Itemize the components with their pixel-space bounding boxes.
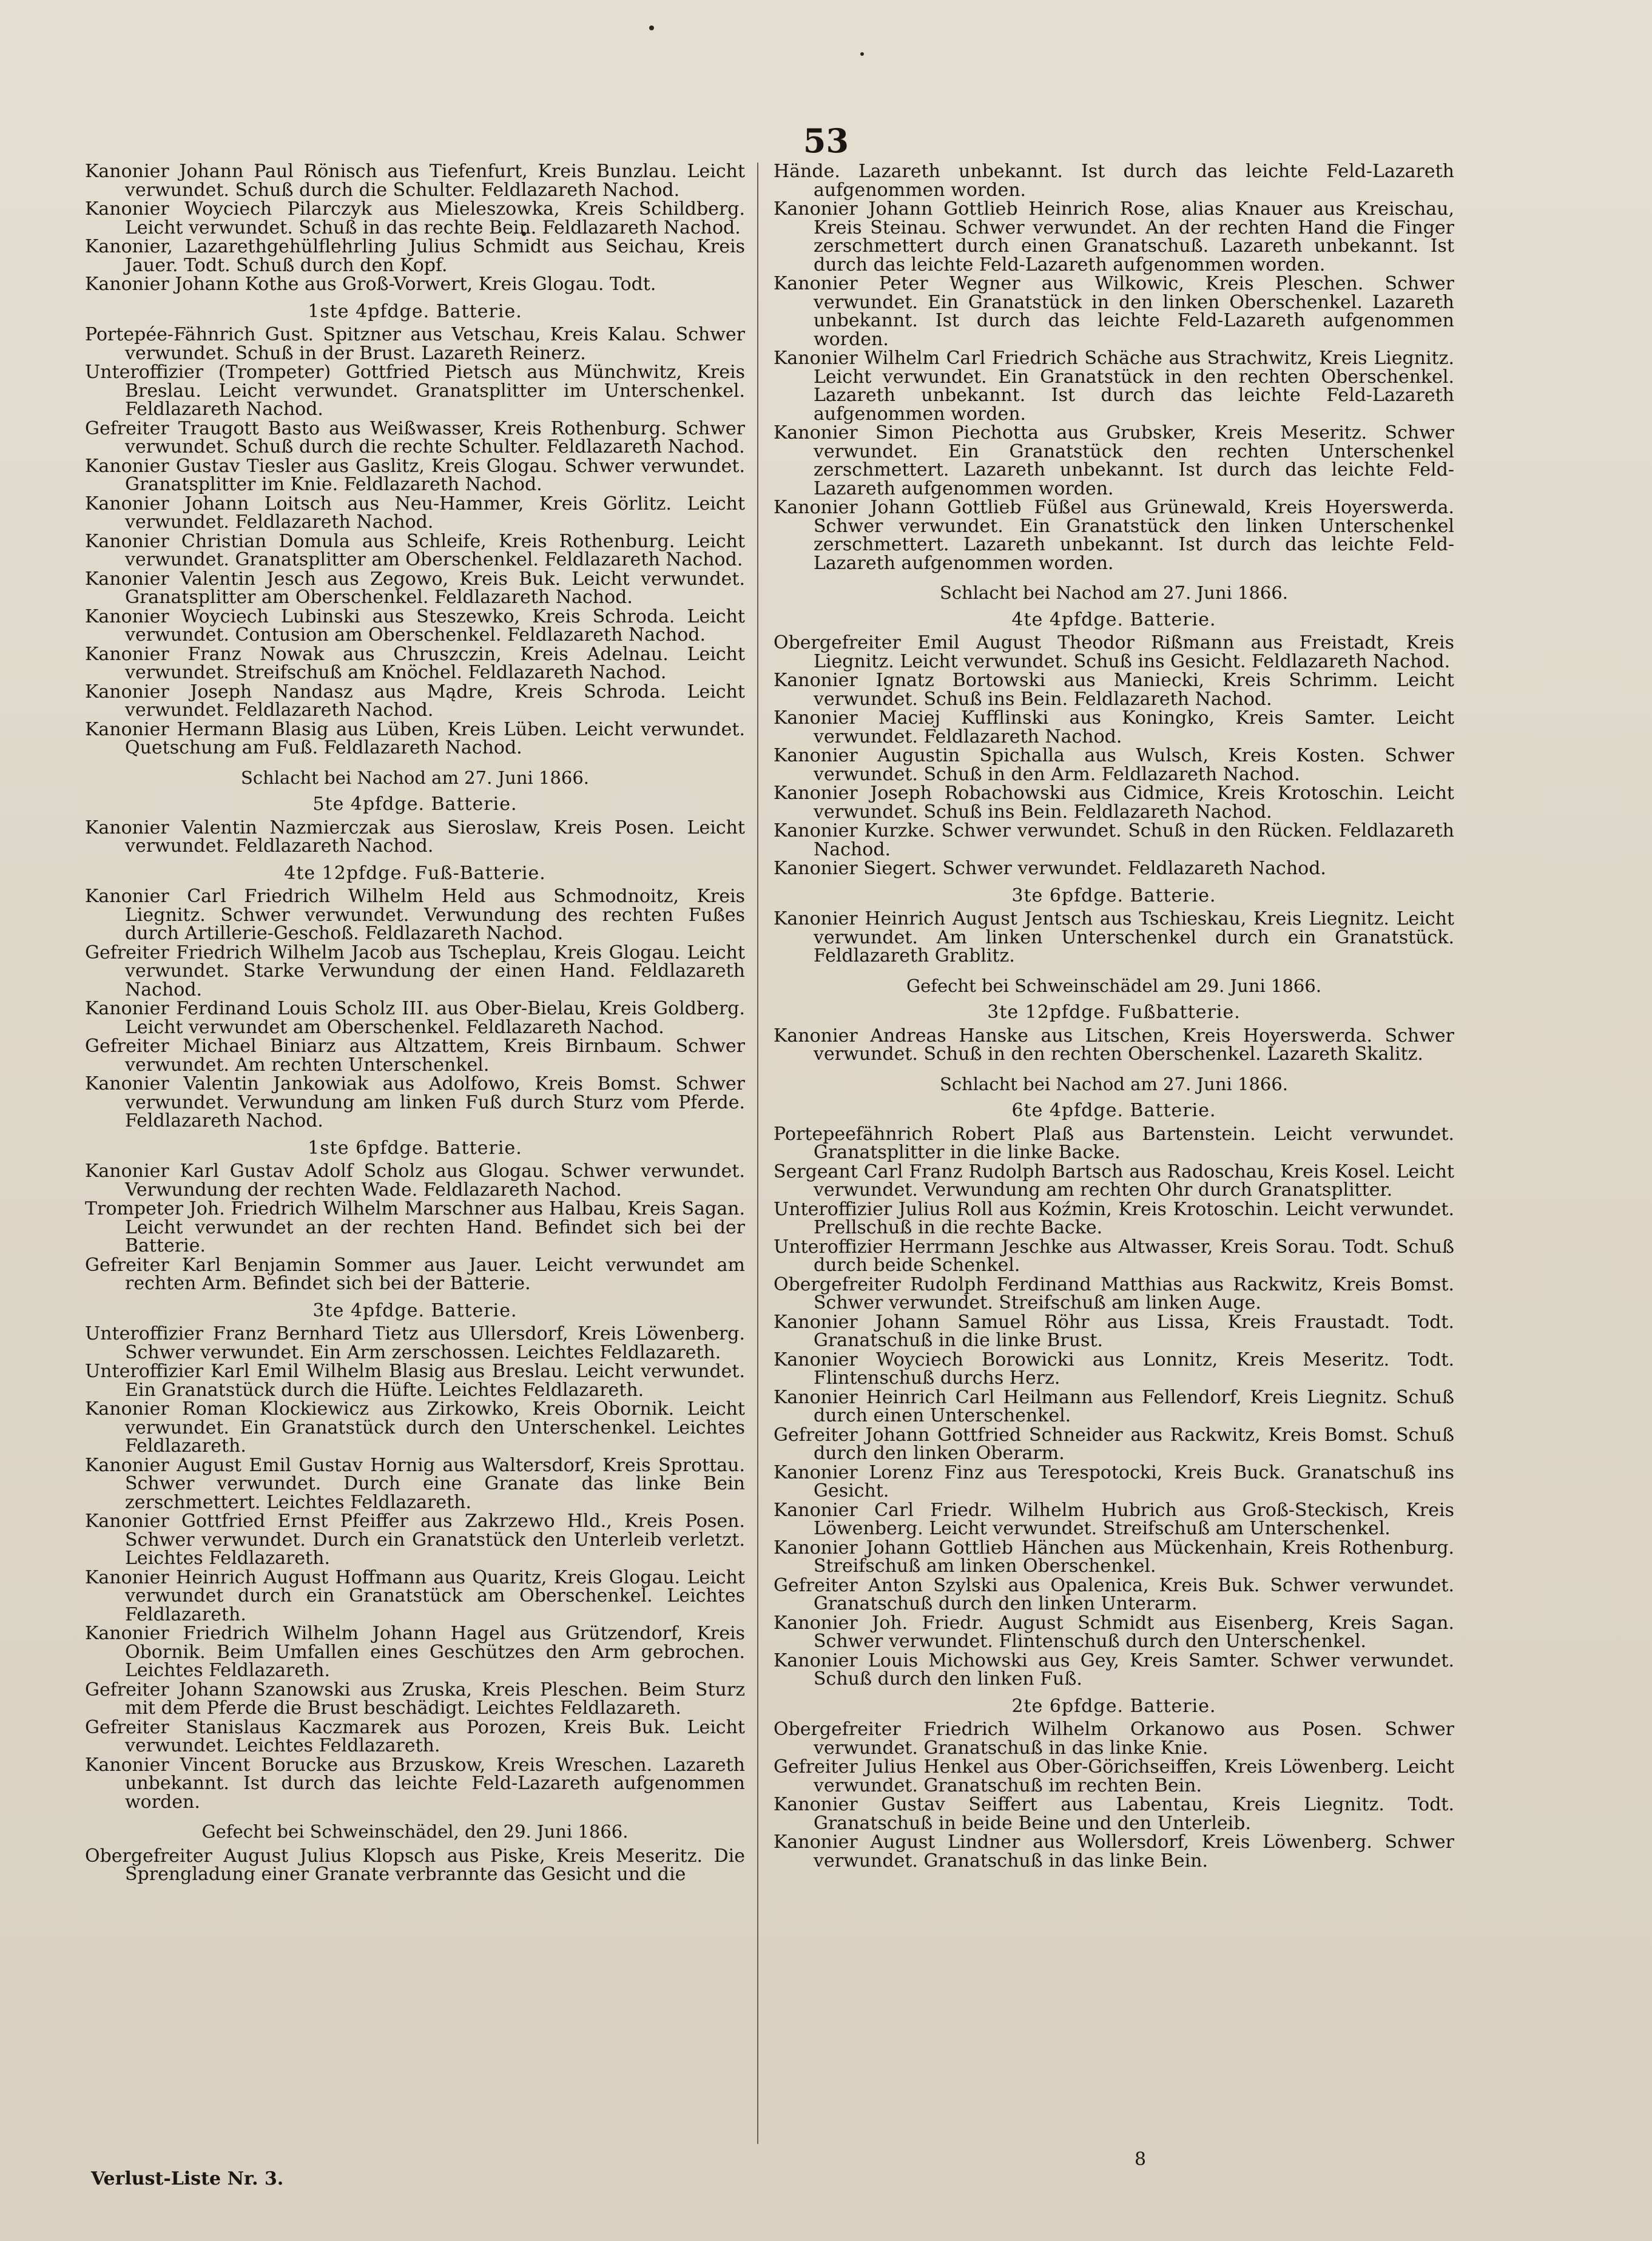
battery-heading: 1ste 6pfdge. Batterie. xyxy=(308,1137,522,1159)
battle-heading: Gefecht bei Schweinschädel, den 29. Juni 1866. xyxy=(201,1821,629,1842)
casualty-entry: Kanonier Valentin Jankowiak aus Adolfowo, Kreis Bomst. Schwer verwundet. Verwundung am linken Fuß durch Sturz vom Pferde. Feldlazareth Nachod. xyxy=(85,1073,745,1131)
casualty-entry: Kanonier Kurzke. Schwer verwundet. Schuß in den Rücken. Feldlazareth Nachod. xyxy=(774,820,1454,860)
casualty-entry: Hände. Lazareth unbekannt. Ist durch das leichte Feld-Lazareth aufgenommen worden. xyxy=(774,163,1454,201)
casualty-entry: Unteroffizier Herrmann Jeschke aus Altwasser, Kreis Sorau. Todt. Schuß durch beide Schenkel. xyxy=(774,1236,1454,1276)
battery-heading: 3te 6pfdge. Batterie. xyxy=(1011,885,1216,906)
casualty-entry: Unteroffizier (Trompeter) Gottfried Pietsch aus Münchwitz, Kreis Breslau. Leicht verwundet. Granatsplitter im Unterschenkel. Feldlazareth Nachod. xyxy=(85,362,745,420)
casualty-entry: Kanonier Joseph Robachowski aus Cidmice, Kreis Krotoschin. Leicht verwundet. Schuß ins Bein. Feldlazareth Nachod. xyxy=(774,783,1454,823)
battle-heading: Schlacht bei Nachod am 27. Juni 1866. xyxy=(939,582,1289,603)
right-column xyxy=(774,163,1454,2174)
casualty-entry: Kanonier Franz Nowak aus Chruszczin, Kreis Adelnau. Leicht verwundet. Streifschuß am Knöchel. Feldlazareth Nachod. xyxy=(85,643,745,683)
casualty-entry: Obergefreiter Emil August Theodor Rißmann aus Freistadt, Kreis Liegnitz. Leicht verwundet. Schuß ins Gesicht. Feldlazareth Nachod. xyxy=(774,632,1454,672)
battery-heading: 4te 4pfdge. Batterie. xyxy=(1011,608,1216,630)
page-number: 53 xyxy=(803,121,849,160)
casualty-entry: Obergefreiter August Julius Klopsch aus Piske, Kreis Meseritz. Die Sprengladung einer Granate verbrannte das Gesicht und die xyxy=(85,1845,745,1885)
casualty-entry: Kanonier Vincent Borucke aus Brzuskow, Kreis Wreschen. Lazareth unbekannt. Ist durch das leichte Feld-Lazareth aufgenommen worden. xyxy=(85,1754,745,1813)
casualty-entry: Kanonier Johann Loitsch aus Neu-Hammer, Kreis Görlitz. Leicht verwundet. Feldlazareth Nachod. xyxy=(85,493,745,533)
casualty-entry: Unteroffizier Karl Emil Wilhelm Blasig aus Breslau. Leicht verwundet. Ein Granatstück durch die Hüfte. Leichtes Feldlazareth. xyxy=(85,1361,745,1401)
casualty-entry: Kanonier Heinrich August Jentsch aus Tschieskau, Kreis Liegnitz. Leicht verwundet. Am linken Unterschenkel durch ein Granatstück. Feldlazareth Grablitz. xyxy=(774,908,1454,966)
casualty-entry: Kanonier Gustav Tiesler aus Gaslitz, Kreis Glogau. Schwer verwundet. Granatsplitter im Knie. Feldlazareth Nachod. xyxy=(85,455,745,495)
ink-spot xyxy=(649,25,654,30)
battle-heading: Schlacht bei Nachod am 27. Juni 1866. xyxy=(240,767,590,788)
battery-heading: 3te 12pfdge. Fußbatterie. xyxy=(987,1002,1241,1023)
battery-heading: 4te 12pfdge. Fuß-Batterie. xyxy=(284,862,546,884)
casualty-entry: Gefreiter Karl Benjamin Sommer aus Jauer. Leicht verwundet am rechten Arm. Befindet sich bei der Batterie. xyxy=(85,1254,745,1294)
casualty-entry: Kanonier Heinrich Carl Heilmann aus Fellendorf, Kreis Liegnitz. Schuß durch einen Unterschenkel. xyxy=(774,1386,1454,1426)
casualty-entry: Portepeefähnrich Robert Plaß aus Bartenstein. Leicht verwundet. Granatsplitter in die linke Backe. xyxy=(774,1123,1454,1163)
casualty-entry: Kanonier Carl Friedrich Wilhelm Held aus Schmodnoitz, Kreis Liegnitz. Schwer verwundet. Verwundung des rechten Fußes durch Artillerie-Geschoß. Feldlazareth Nachod. xyxy=(85,886,745,944)
casualty-entry: Kanonier Gottfried Ernst Pfeiffer aus Zakrzewo Hld., Kreis Posen. Schwer verwundet. Durch ein Granatstück den Unterleib verletzt. Leichtes Feldlazareth. xyxy=(85,1511,745,1569)
battery-heading: 3te 4pfdge. Batterie. xyxy=(312,1299,518,1321)
casualty-entry: Kanonier Lorenz Finz aus Terespotocki, Kreis Buck. Granatschuß ins Gesicht. xyxy=(774,1461,1454,1501)
battle-heading: Schlacht bei Nachod am 27. Juni 1866. xyxy=(939,1073,1289,1094)
battery-heading: 2te 6pfdge. Batterie. xyxy=(1011,1695,1216,1717)
battle-heading: Gefecht bei Schweinschädel am 29. Juni 1866. xyxy=(906,975,1322,996)
casualty-entry: Gefreiter Johann Szanowski aus Zruska, Kreis Pleschen. Beim Sturz mit dem Pferde die Brust beschädigt. Leichtes Feldlazareth. xyxy=(85,1679,745,1719)
casualty-entry: Kanonier Woyciech Borowicki aus Lonnitz, Kreis Meseritz. Todt. Flintenschuß durchs Herz. xyxy=(774,1349,1454,1389)
casualty-entry: Gefreiter Traugott Basto aus Weißwasser, Kreis Rothenburg. Schwer verwundet. Schuß durch die rechte Schulter. Feldlazareth Nachod. xyxy=(85,417,745,457)
casualty-entry: Kanonier Woyciech Lubinski aus Steszewko, Kreis Schroda. Leicht verwundet. Contusion am Oberschenkel. Feldlazareth Nachod. xyxy=(85,605,745,645)
casualty-entry: Trompeter Joh. Friedrich Wilhelm Marschner aus Halbau, Kreis Sagan. Leicht verwundet an der rechten Hand. Befindet sich bei der Batterie. xyxy=(85,1198,745,1256)
casualty-entry: Portepée-Fähnrich Gust. Spitzner aus Vetschau, Kreis Kalau. Schwer verwundet. Schuß in der Brust. Lazareth Reinerz. xyxy=(85,324,745,364)
casualty-entry: Kanonier Andreas Hanske aus Litschen, Kreis Hoyerswerda. Schwer verwundet. Schuß in den rechten Oberschenkel. Lazareth Skalitz. xyxy=(774,1025,1454,1065)
battery-heading: 6te 4pfdge. Batterie. xyxy=(1011,1100,1216,1121)
casualty-entry: Kanonier Ignatz Bortowski aus Maniecki, Kreis Schrimm. Leicht verwundet. Schuß ins Bein. Feldlazareth Nachod. xyxy=(774,670,1454,710)
casualty-entry: Kanonier Hermann Blasig aus Lüben, Kreis Lüben. Leicht verwundet. Quetschung am Fuß. Feldlazareth Nachod. xyxy=(85,718,745,758)
casualty-entry: Kanonier Joh. Friedr. August Schmidt aus Eisenberg, Kreis Sagan. Schwer verwundet. Flintenschuß durch den Unterschenkel. xyxy=(774,1612,1454,1652)
casualty-entry: Kanonier Gustav Seiffert aus Labentau, Kreis Liegnitz. Todt. Granatschuß in beide Beine und den Unterleib. xyxy=(774,1794,1454,1834)
casualty-entry: Unteroffizier Franz Bernhard Tietz aus Ullersdorf, Kreis Löwenberg. Schwer verwundet. Ein Arm zerschossen. Leichtes Feldlazareth. xyxy=(85,1323,745,1363)
casualty-entry: Kanonier Johann Gottlieb Hänchen aus Mückenhain, Kreis Rothenburg. Streifschuß am linken Oberschenkel. xyxy=(774,1537,1454,1577)
casualty-entry: Gefreiter Johann Gottfried Schneider aus Rackwitz, Kreis Bomst. Schuß durch den linken Oberarm. xyxy=(774,1424,1454,1464)
casualty-entry: Kanonier Maciej Kufflinski aus Koningko, Kreis Samter. Leicht verwundet. Feldlazareth Nachod. xyxy=(774,707,1454,747)
casualty-entry: Kanonier Heinrich August Hoffmann aus Quaritz, Kreis Glogau. Leicht verwundet durch ein Granatstück am Oberschenkel. Leichtes Feldlazareth. xyxy=(85,1566,745,1625)
casualty-entry: Gefreiter Stanislaus Kaczmarek aus Porozen, Kreis Buk. Leicht verwundet. Leichtes Feldlazareth. xyxy=(85,1716,745,1756)
casualty-entry: Gefreiter Julius Henkel aus Ober-Görichseiffen, Kreis Löwenberg. Leicht verwundet. Granatschuß im rechten Bein. xyxy=(774,1756,1454,1796)
casualty-entry: Kanonier Woyciech Pilarczyk aus Mieleszowka, Kreis Schildberg. Leicht verwundet. Schuß in das rechte Bein. Feldlazareth Nachod. xyxy=(85,198,745,238)
casualty-entry: Kanonier Carl Friedr. Wilhelm Hubrich aus Groß-Steckisch, Kreis Löwenberg. Leicht verwundet. Streifschuß am Unterschenkel. xyxy=(774,1499,1454,1539)
casualty-entry: Obergefreiter Friedrich Wilhelm Orkanowo aus Posen. Schwer verwundet. Granatschuß in das linke Knie. xyxy=(774,1719,1454,1759)
casualty-entry: Kanonier Siegert. Schwer verwundet. Feldlazareth Nachod. xyxy=(774,858,1326,879)
casualty-entry: Kanonier Peter Wegner aus Wilkowic, Kreis Pleschen. Schwer verwundet. Ein Granatstück in den linken Oberschenkel. Lazareth unbekannt. Ist durch das leichte Feld-Lazareth aufgenommen worden. xyxy=(774,273,1454,350)
casualty-entry: Gefreiter Friedrich Wilhelm Jacob aus Tscheplau, Kreis Glogau. Leicht verwundet. Starke Verwundung der einen Hand. Feldlazareth Nachod. xyxy=(85,942,745,1000)
casualty-entry: Kanonier Friedrich Wilhelm Johann Hagel aus Grützendorf, Kreis Obornik. Beim Umfallen eines Geschützes den Arm gebrochen. Leichtes Feldlazareth. xyxy=(85,1623,745,1681)
casualty-entry: Kanonier Louis Michowski aus Gey, Kreis Samter. Schwer verwundet. Schuß durch den linken Fuß. xyxy=(774,1650,1454,1690)
casualty-entry: Gefreiter Michael Biniarz aus Altzattem, Kreis Birnbaum. Schwer verwundet. Am rechten Unterschenkel. xyxy=(85,1036,745,1076)
footer-list-title: Verlust-Liste Nr. 3. xyxy=(91,2168,284,2189)
casualty-entry: Kanonier Johann Gottlieb Heinrich Rose, alias Knauer aus Kreischau, Kreis Steinau. Schwer verwundet. An der rechten Hand die Finger zerschmettert durch einen Granatschuß. Lazareth unbekannt. Ist durch das leichte Feld-Lazareth aufgenommen worden. xyxy=(774,198,1454,275)
casualty-entry: Kanonier Valentin Nazmierczak aus Sieroslaw, Kreis Posen. Leicht verwundet. Feldlazareth Nachod. xyxy=(85,817,745,857)
casualty-entry: Kanonier Johann Kothe aus Groß-Vorwert, Kreis Glogau. Todt. xyxy=(85,274,656,295)
casualty-entry: Kanonier, Lazarethgehülflehrling Julius Schmidt aus Seichau, Kreis Jauer. Todt. Schuß durch den Kopf. xyxy=(85,236,745,276)
battery-heading: 5te 4pfdge. Batterie. xyxy=(312,794,518,815)
casualty-entry: Kanonier Johann Gottlieb Füßel aus Grünewald, Kreis Hoyerswerda. Schwer verwundet. Ein Granatstück den linken Unterschenkel zerschmettert. Lazareth unbekannt. Ist durch das leichte Feld-Lazareth aufgenommen worden. xyxy=(774,497,1454,574)
casualty-entry: Sergeant Carl Franz Rudolph Bartsch aus Radoschau, Kreis Kosel. Leicht verwundet. Verwundung am rechten Ohr durch Granatsplitter. xyxy=(774,1161,1454,1201)
casualty-entry: Kanonier Augustin Spichalla aus Wulsch, Kreis Kosten. Schwer verwundet. Schuß in den Arm. Feldlazareth Nachod. xyxy=(774,745,1454,785)
casualty-entry: Obergefreiter Rudolph Ferdinand Matthias aus Rackwitz, Kreis Bomst. Schwer verwundet. Streifschuß am linken Auge. xyxy=(774,1273,1454,1313)
casualty-entry: Kanonier Johann Paul Rönisch aus Tiefenfurt, Kreis Bunzlau. Leicht verwundet. Schuß durch die Schulter. Feldlazareth Nachod. xyxy=(85,163,745,201)
casualty-entry: Kanonier Wilhelm Carl Friedrich Schäche aus Strachwitz, Kreis Liegnitz. Leicht verwundet. Ein Granatstück in den rechten Oberschenkel. Lazareth unbekannt. Ist durch das leichte Feld-Lazareth aufgenommen worden. xyxy=(774,348,1454,425)
casualty-entry: Kanonier Joseph Nandasz aus Mądre, Kreis Schroda. Leicht verwundet. Feldlazareth Nachod. xyxy=(85,681,745,721)
casualty-entry: Kanonier Ferdinand Louis Scholz III. aus Ober-Bielau, Kreis Goldberg. Leicht verwundet am Oberschenkel. Feldlazareth Nachod. xyxy=(85,998,745,1038)
casualty-entry: Unteroffizier Julius Roll aus Koźmin, Kreis Krotoschin. Leicht verwundet. Prellschuß in die rechte Backe. xyxy=(774,1198,1454,1238)
casualty-entry: Kanonier Valentin Jesch aus Zegowo, Kreis Buk. Leicht verwundet. Granatsplitter am Oberschenkel. Feldlazareth Nachod. xyxy=(85,568,745,608)
casualty-entry: Gefreiter Anton Szylski aus Opalenica, Kreis Buk. Schwer verwundet. Granatschuß durch den linken Unterarm. xyxy=(774,1574,1454,1614)
left-column xyxy=(85,163,745,2174)
casualty-entry: Kanonier Karl Gustav Adolf Scholz aus Glogau. Schwer verwundet. Verwundung der rechten Wade. Feldlazareth Nachod. xyxy=(85,1161,745,1201)
casualty-entry: Kanonier Simon Piechotta aus Grubsker, Kreis Meseritz. Schwer verwundet. Ein Granatstück den rechten Unterschenkel zerschmettert. Lazareth unbekannt. Ist durch das leichte Feld-Lazareth aufgenommen worden. xyxy=(774,422,1454,499)
footer-sheet-number: 8 xyxy=(1134,2149,1147,2170)
column-divider xyxy=(757,163,758,2144)
casualty-entry: Kanonier August Emil Gustav Hornig aus Waltersdorf, Kreis Sprottau. Schwer verwundet. Durch eine Granate das linke Bein zerschmettert. Leichtes Feldlazareth. xyxy=(85,1454,745,1513)
casualty-entry: Kanonier Johann Samuel Röhr aus Lissa, Kreis Fraustadt. Todt. Granatschuß in die linke Brust. xyxy=(774,1311,1454,1351)
battery-heading: 1ste 4pfdge. Batterie. xyxy=(308,300,522,322)
casualty-entry: Kanonier Christian Domula aus Schleife, Kreis Rothenburg. Leicht verwundet. Granatsplitter am Oberschenkel. Feldlazareth Nachod. xyxy=(85,530,745,570)
ink-spot xyxy=(860,52,864,56)
casualty-entry: Kanonier August Lindner aus Wollersdorf, Kreis Löwenberg. Schwer verwundet. Granatschuß in das linke Bein. xyxy=(774,1832,1454,1872)
casualty-entry: Kanonier Roman Klockiewicz aus Zirkowko, Kreis Obornik. Leicht verwundet. Ein Granatstück durch den Unterschenkel. Leichtes Feldlazareth. xyxy=(85,1398,745,1457)
